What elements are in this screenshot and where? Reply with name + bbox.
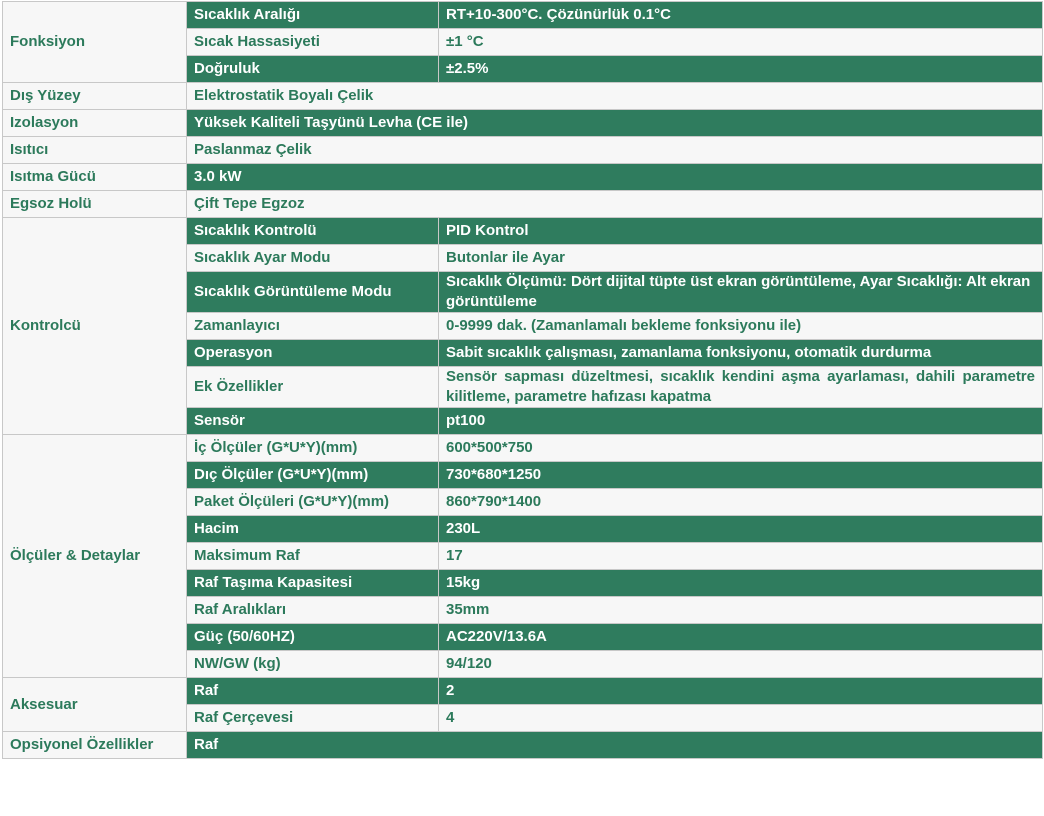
- row-value: 730*680*1250: [439, 462, 1043, 489]
- row-label: Operasyon: [187, 340, 439, 367]
- row-value: Çift Tepe Egzoz: [187, 191, 1043, 218]
- row-label: Zamanlayıcı: [187, 313, 439, 340]
- table-row: [3, 137, 1043, 164]
- row-value: RT+10-300°C. Çözünürlük 0.1°C: [439, 2, 1043, 29]
- row-value: Yüksek Kaliteli Taşyünü Levha (CE ile): [187, 110, 1043, 137]
- row-value: Sensör sapması düzeltmesi, sıcaklık kendini aşma ayarlaması, dahili parametre kilitleme, parametre hafızası kapatma: [439, 367, 1043, 408]
- row-label: Doğruluk: [187, 56, 439, 83]
- section-egsoz-holu: Egsoz Holü: [3, 191, 187, 218]
- row-value: 600*500*750: [439, 435, 1043, 462]
- row-value: 35mm: [439, 597, 1043, 624]
- row-value: 17: [439, 543, 1043, 570]
- row-label: Raf: [187, 678, 439, 705]
- section-olculer-detaylar: Ölçüler & Detaylar: [3, 435, 187, 678]
- row-label: Hacim: [187, 516, 439, 543]
- section-fonksiyon: Fonksiyon: [3, 2, 187, 83]
- row-value: ±1 °C: [439, 29, 1043, 56]
- section-opsiyonel-ozellikler: Opsiyonel Özellikler: [3, 732, 187, 759]
- row-value: ±2.5%: [439, 56, 1043, 83]
- table-row: [3, 191, 1043, 218]
- row-value: 15kg: [439, 570, 1043, 597]
- row-value: Sıcaklık Ölçümü: Dört dijital tüpte üst ekran görüntüleme, Ayar Sıcaklığı: Alt ekran görüntüleme: [439, 272, 1043, 313]
- table-row: [3, 218, 1043, 245]
- row-label: Güç (50/60HZ): [187, 624, 439, 651]
- section-kontrolcu: Kontrolcü: [3, 218, 187, 435]
- section-isitma-gucu: Isıtma Gücü: [3, 164, 187, 191]
- table-row: [3, 2, 1043, 29]
- row-value: Paslanmaz Çelik: [187, 137, 1043, 164]
- row-label: NW/GW (kg): [187, 651, 439, 678]
- row-label: Sensör: [187, 408, 439, 435]
- row-value: Butonlar ile Ayar: [439, 245, 1043, 272]
- spec-table: [2, 1, 1043, 759]
- table-row: [3, 435, 1043, 462]
- row-label: Raf Çerçevesi: [187, 705, 439, 732]
- section-isitici: Isıtıcı: [3, 137, 187, 164]
- section-dis-yuzey: Dış Yüzey: [3, 83, 187, 110]
- row-label: Maksimum Raf: [187, 543, 439, 570]
- row-value: Sabit sıcaklık çalışması, zamanlama fonksiyonu, otomatik durdurma: [439, 340, 1043, 367]
- table-row: [3, 678, 1043, 705]
- row-value: 94/120: [439, 651, 1043, 678]
- table-row: [3, 83, 1043, 110]
- row-label: Dıç Ölçüler (G*U*Y)(mm): [187, 462, 439, 489]
- row-label: İç Ölçüler (G*U*Y)(mm): [187, 435, 439, 462]
- row-label: Sıcaklık Ayar Modu: [187, 245, 439, 272]
- row-label: Raf Taşıma Kapasitesi: [187, 570, 439, 597]
- table-row: [3, 110, 1043, 137]
- row-value: 3.0 kW: [187, 164, 1043, 191]
- row-label: Sıcaklık Kontrolü: [187, 218, 439, 245]
- row-value: 230L: [439, 516, 1043, 543]
- row-value: 4: [439, 705, 1043, 732]
- row-label: Ek Özellikler: [187, 367, 439, 408]
- row-value: Raf: [187, 732, 1043, 759]
- row-label: Raf Aralıkları: [187, 597, 439, 624]
- row-value: pt100: [439, 408, 1043, 435]
- row-value: AC220V/13.6A: [439, 624, 1043, 651]
- row-label: Paket Ölçüleri (G*U*Y)(mm): [187, 489, 439, 516]
- row-label: Sıcaklık Aralığı: [187, 2, 439, 29]
- row-label: Sıcaklık Görüntüleme Modu: [187, 272, 439, 313]
- row-value: 860*790*1400: [439, 489, 1043, 516]
- row-value: Elektrostatik Boyalı Çelik: [187, 83, 1043, 110]
- section-aksesuar: Aksesuar: [3, 678, 187, 732]
- row-label: Sıcak Hassasiyeti: [187, 29, 439, 56]
- row-value: PID Kontrol: [439, 218, 1043, 245]
- section-izolasyon: Izolasyon: [3, 110, 187, 137]
- table-row: [3, 164, 1043, 191]
- row-value: 2: [439, 678, 1043, 705]
- table-row: [3, 732, 1043, 759]
- row-value: 0-9999 dak. (Zamanlamalı bekleme fonksiyonu ile): [439, 313, 1043, 340]
